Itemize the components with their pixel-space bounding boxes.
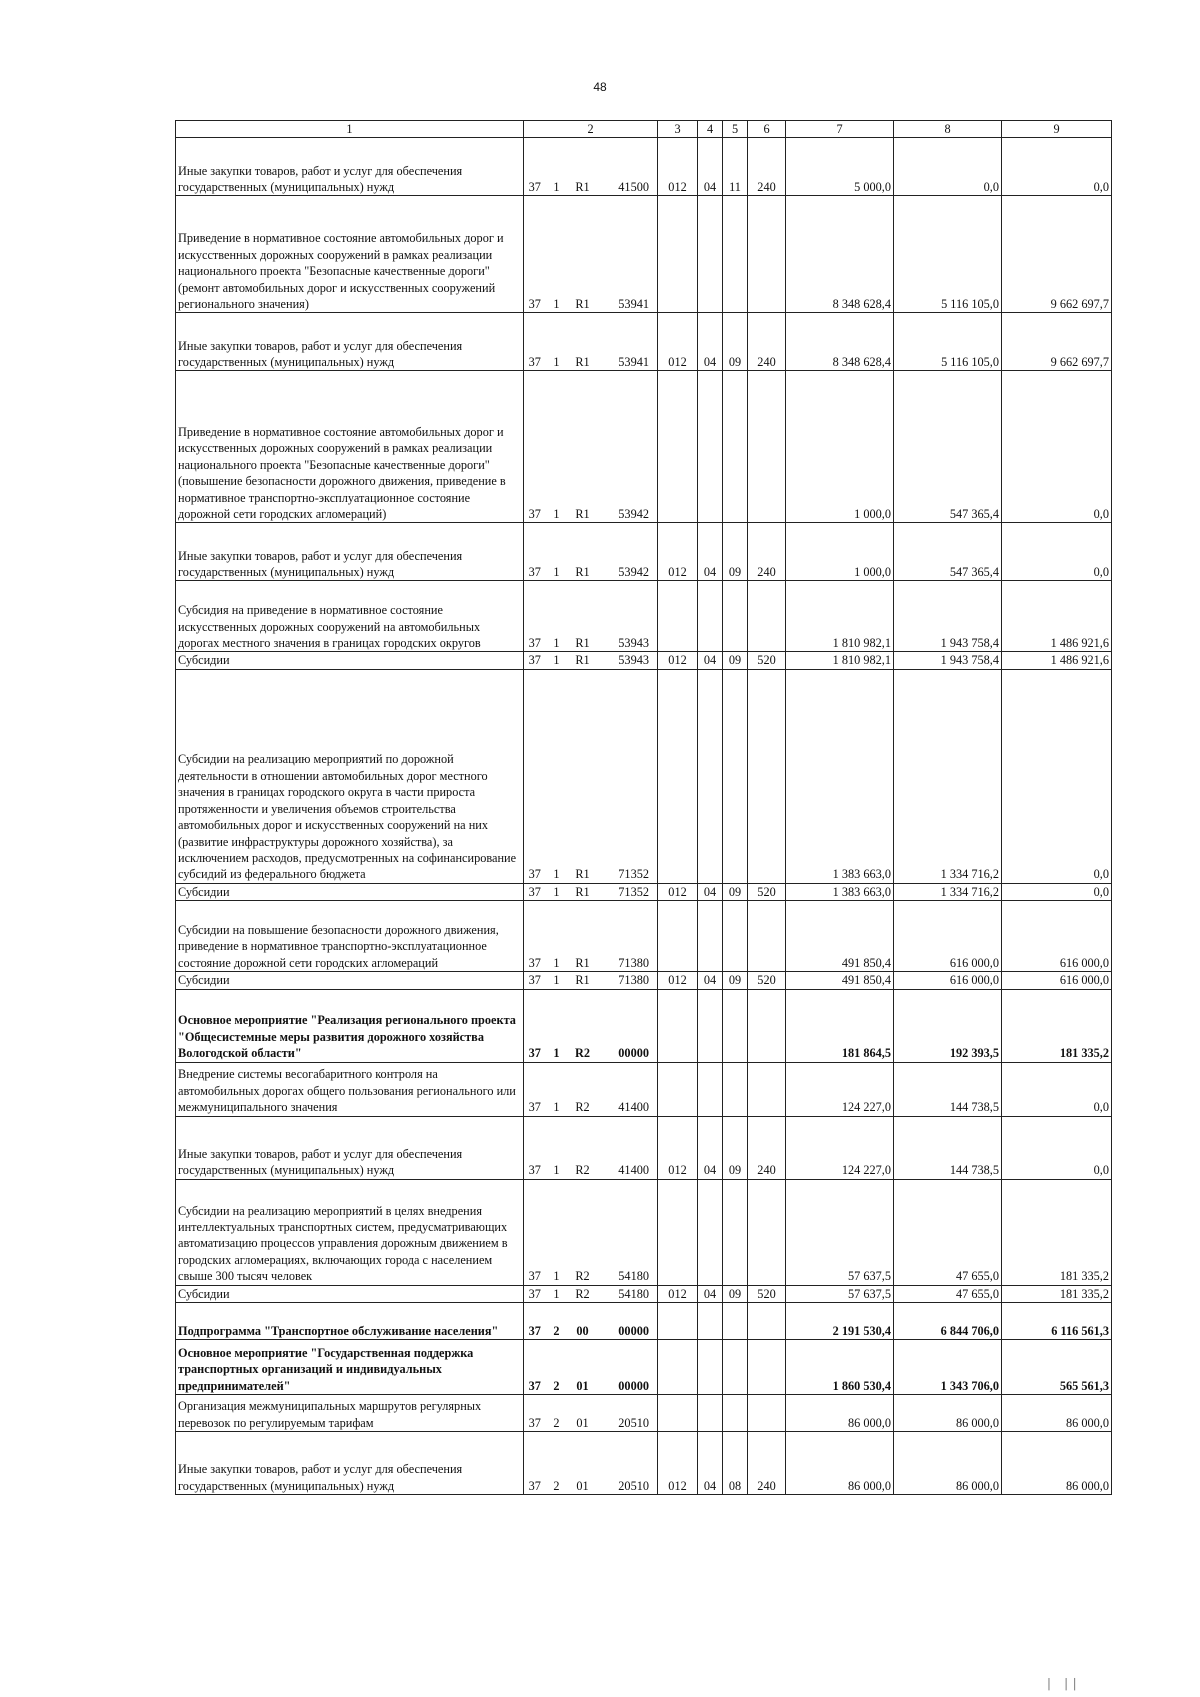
- amount-year-3: 0,0: [1002, 883, 1112, 900]
- table-row: [176, 1062, 1112, 1116]
- row-name: Субсидии: [176, 1285, 524, 1302]
- amount-year-3: 616 000,0: [1002, 901, 1112, 972]
- code-subprogram: 1: [546, 1062, 568, 1116]
- row-name: Иные закупки товаров, работ и услуг для обеспечения государственных (муниципальных) нужд: [176, 138, 524, 196]
- code-direction: 00000: [598, 1303, 658, 1340]
- code-direction: 53941: [598, 313, 658, 371]
- amount-year-3: 0,0: [1002, 1062, 1112, 1116]
- code-event: 01: [568, 1395, 598, 1432]
- amount-year-2: 192 393,5: [894, 989, 1002, 1062]
- code-department: 012: [658, 313, 698, 371]
- code-direction: 00000: [598, 989, 658, 1062]
- amount-year-3: 1 486 921,6: [1002, 652, 1112, 669]
- table-row: [176, 1340, 1112, 1395]
- amount-year-2: 1 943 758,4: [894, 581, 1002, 652]
- amount-year-1: 181 864,5: [786, 989, 894, 1062]
- amount-year-1: 1 000,0: [786, 371, 894, 523]
- amount-year-2: 5 116 105,0: [894, 313, 1002, 371]
- code-event: R2: [568, 1285, 598, 1302]
- scan-mark: │ ││: [1045, 1679, 1080, 1691]
- code-direction: 53942: [598, 523, 658, 581]
- code-event: R2: [568, 1179, 598, 1285]
- amount-year-1: 124 227,0: [786, 1062, 894, 1116]
- code-event: R1: [568, 371, 598, 523]
- amount-year-1: 5 000,0: [786, 138, 894, 196]
- amount-year-3: 0,0: [1002, 138, 1112, 196]
- code-subsection: [723, 196, 748, 313]
- amount-year-2: 47 655,0: [894, 1285, 1002, 1302]
- row-name: Иные закупки товаров, работ и услуг для обеспечения государственных (муниципальных) нужд: [176, 1432, 524, 1495]
- amount-year-2: 616 000,0: [894, 901, 1002, 972]
- code-program: 37: [524, 313, 546, 371]
- code-section: [698, 1179, 723, 1285]
- table-row: [176, 1432, 1112, 1495]
- code-program: 37: [524, 1303, 546, 1340]
- code-department: 012: [658, 1432, 698, 1495]
- table-row: [176, 901, 1112, 972]
- code-expense-type: 240: [748, 313, 786, 371]
- table-row: [176, 1395, 1112, 1432]
- code-subprogram: 1: [546, 196, 568, 313]
- code-section: 04: [698, 1116, 723, 1179]
- code-section: 04: [698, 972, 723, 989]
- row-name: Иные закупки товаров, работ и услуг для обеспечения государственных (муниципальных) нужд: [176, 523, 524, 581]
- amount-year-3: 86 000,0: [1002, 1395, 1112, 1432]
- table-row: [176, 652, 1112, 669]
- code-subsection: [723, 901, 748, 972]
- header-col-8: 8: [894, 121, 1002, 138]
- code-program: 37: [524, 138, 546, 196]
- amount-year-3: 86 000,0: [1002, 1432, 1112, 1495]
- code-subprogram: 1: [546, 1179, 568, 1285]
- code-subsection: 09: [723, 523, 748, 581]
- code-department: [658, 1179, 698, 1285]
- code-expense-type: 520: [748, 883, 786, 900]
- amount-year-2: 1 334 716,2: [894, 883, 1002, 900]
- row-name: Субсидия на приведение в нормативное состояние искусственных дорожных сооружений на автомобильных дорогах местного значения в границах городских округов: [176, 581, 524, 652]
- code-event: R2: [568, 1062, 598, 1116]
- table-row: [176, 972, 1112, 989]
- code-expense-type: [748, 989, 786, 1062]
- amount-year-1: 124 227,0: [786, 1116, 894, 1179]
- code-section: [698, 901, 723, 972]
- code-subprogram: 2: [546, 1340, 568, 1395]
- code-program: 37: [524, 883, 546, 900]
- code-direction: 41400: [598, 1116, 658, 1179]
- budget-table: [175, 120, 1112, 1495]
- code-section: [698, 196, 723, 313]
- code-program: 37: [524, 581, 546, 652]
- row-name: Внедрение системы весогабаритного контроля на автомобильных дорогах общего пользования регионального или межмуниципального значения: [176, 1062, 524, 1116]
- code-subsection: 08: [723, 1432, 748, 1495]
- amount-year-1: 86 000,0: [786, 1395, 894, 1432]
- code-direction: 53943: [598, 581, 658, 652]
- amount-year-3: 9 662 697,7: [1002, 196, 1112, 313]
- code-section: [698, 989, 723, 1062]
- code-program: 37: [524, 1340, 546, 1395]
- code-subprogram: 2: [546, 1303, 568, 1340]
- code-section: [698, 1395, 723, 1432]
- code-event: R1: [568, 652, 598, 669]
- code-subsection: 09: [723, 883, 748, 900]
- code-subsection: 09: [723, 1116, 748, 1179]
- code-program: 37: [524, 989, 546, 1062]
- table-row: [176, 196, 1112, 313]
- code-event: 01: [568, 1340, 598, 1395]
- amount-year-3: 0,0: [1002, 1116, 1112, 1179]
- row-name: Субсидии на повышение безопасности дорожного движения, приведение в нормативное транспортно-эксплуатационное состояние дорожной сети городских агломераций: [176, 901, 524, 972]
- code-department: [658, 1062, 698, 1116]
- amount-year-2: 616 000,0: [894, 972, 1002, 989]
- code-event: R1: [568, 901, 598, 972]
- code-subsection: [723, 581, 748, 652]
- code-subprogram: 1: [546, 1116, 568, 1179]
- table-row: [176, 1179, 1112, 1285]
- code-subsection: [723, 1395, 748, 1432]
- amount-year-3: 1 486 921,6: [1002, 581, 1112, 652]
- code-subprogram: 1: [546, 972, 568, 989]
- amount-year-3: 616 000,0: [1002, 972, 1112, 989]
- code-event: 01: [568, 1432, 598, 1495]
- amount-year-2: 547 365,4: [894, 523, 1002, 581]
- amount-year-3: 181 335,2: [1002, 989, 1112, 1062]
- code-expense-type: 520: [748, 652, 786, 669]
- code-subsection: [723, 1340, 748, 1395]
- code-expense-type: 240: [748, 138, 786, 196]
- amount-year-1: 1 810 982,1: [786, 581, 894, 652]
- code-direction: 00000: [598, 1340, 658, 1395]
- code-department: 012: [658, 138, 698, 196]
- code-subsection: [723, 371, 748, 523]
- code-event: R1: [568, 883, 598, 900]
- code-subsection: [723, 1179, 748, 1285]
- amount-year-2: 144 738,5: [894, 1116, 1002, 1179]
- header-row: [176, 121, 1112, 138]
- code-direction: 53943: [598, 652, 658, 669]
- code-department: [658, 371, 698, 523]
- code-department: [658, 1340, 698, 1395]
- table-row: [176, 1116, 1112, 1179]
- header-col-5: 5: [723, 121, 748, 138]
- code-expense-type: [748, 581, 786, 652]
- header-col-2: 2: [524, 121, 658, 138]
- code-event: R2: [568, 1116, 598, 1179]
- code-expense-type: [748, 196, 786, 313]
- table-body: [176, 138, 1112, 1495]
- amount-year-1: 8 348 628,4: [786, 196, 894, 313]
- amount-year-1: 1 383 663,0: [786, 669, 894, 883]
- amount-year-2: 144 738,5: [894, 1062, 1002, 1116]
- code-subprogram: 1: [546, 523, 568, 581]
- row-name: Основное мероприятие "Государственная поддержка транспортных организаций и индивидуальных предпринимателей": [176, 1340, 524, 1395]
- code-event: R2: [568, 989, 598, 1062]
- row-name: Субсидии: [176, 652, 524, 669]
- code-subprogram: 2: [546, 1395, 568, 1432]
- code-section: [698, 1340, 723, 1395]
- code-department: 012: [658, 1116, 698, 1179]
- code-subprogram: 1: [546, 652, 568, 669]
- code-event: R1: [568, 581, 598, 652]
- row-name: Приведение в нормативное состояние автомобильных дорог и искусственных дорожных сооружений в рамках реализации национального проекта "Безопасные качественные дороги" (ремонт автомобильных дорог и искусственных сооружений регионального значения): [176, 196, 524, 313]
- code-subprogram: 1: [546, 669, 568, 883]
- header-col-1: 1: [176, 121, 524, 138]
- code-expense-type: [748, 1062, 786, 1116]
- amount-year-3: 0,0: [1002, 523, 1112, 581]
- amount-year-1: 491 850,4: [786, 901, 894, 972]
- code-section: 04: [698, 1285, 723, 1302]
- code-subprogram: 1: [546, 901, 568, 972]
- row-name: Субсидии: [176, 972, 524, 989]
- code-program: 37: [524, 523, 546, 581]
- code-subprogram: 2: [546, 1432, 568, 1495]
- amount-year-1: 86 000,0: [786, 1432, 894, 1495]
- code-direction: 54180: [598, 1285, 658, 1302]
- code-event: R1: [568, 196, 598, 313]
- code-program: 37: [524, 1179, 546, 1285]
- code-subsection: 11: [723, 138, 748, 196]
- code-direction: 41400: [598, 1062, 658, 1116]
- amount-year-3: 181 335,2: [1002, 1285, 1112, 1302]
- code-program: 37: [524, 1062, 546, 1116]
- code-expense-type: 520: [748, 1285, 786, 1302]
- code-department: 012: [658, 1285, 698, 1302]
- code-expense-type: [748, 1340, 786, 1395]
- amount-year-3: 9 662 697,7: [1002, 313, 1112, 371]
- table-row: [176, 1303, 1112, 1340]
- amount-year-2: 1 343 706,0: [894, 1340, 1002, 1395]
- code-subprogram: 1: [546, 581, 568, 652]
- header-col-4: 4: [698, 121, 723, 138]
- code-subsection: 09: [723, 313, 748, 371]
- code-subsection: [723, 989, 748, 1062]
- header-col-9: 9: [1002, 121, 1112, 138]
- table-row: [176, 989, 1112, 1062]
- header-col-7: 7: [786, 121, 894, 138]
- amount-year-2: 547 365,4: [894, 371, 1002, 523]
- table-row: [176, 138, 1112, 196]
- row-name: Иные закупки товаров, работ и услуг для обеспечения государственных (муниципальных) нужд: [176, 1116, 524, 1179]
- amount-year-1: 57 637,5: [786, 1179, 894, 1285]
- amount-year-1: 1 810 982,1: [786, 652, 894, 669]
- code-section: [698, 371, 723, 523]
- code-program: 37: [524, 669, 546, 883]
- code-department: [658, 1395, 698, 1432]
- code-department: [658, 1303, 698, 1340]
- amount-year-1: 2 191 530,4: [786, 1303, 894, 1340]
- code-event: R1: [568, 523, 598, 581]
- row-name: Приведение в нормативное состояние автомобильных дорог и искусственных дорожных сооружений в рамках реализации национального проекта "Безопасные качественные дороги" (повышение безопасности дорожного движения, приведение в нормативное транспортно-эксплуатационное состояние дорожной сети городских агломераций): [176, 371, 524, 523]
- code-subprogram: 1: [546, 138, 568, 196]
- code-expense-type: [748, 669, 786, 883]
- code-event: R1: [568, 972, 598, 989]
- code-expense-type: [748, 1303, 786, 1340]
- code-program: 37: [524, 652, 546, 669]
- code-expense-type: [748, 1179, 786, 1285]
- code-subprogram: 1: [546, 989, 568, 1062]
- code-expense-type: 240: [748, 1432, 786, 1495]
- amount-year-2: 1 943 758,4: [894, 652, 1002, 669]
- amount-year-2: 6 844 706,0: [894, 1303, 1002, 1340]
- code-direction: 54180: [598, 1179, 658, 1285]
- code-department: [658, 669, 698, 883]
- header-col-3: 3: [658, 121, 698, 138]
- code-department: [658, 989, 698, 1062]
- code-department: 012: [658, 652, 698, 669]
- amount-year-3: 0,0: [1002, 669, 1112, 883]
- code-direction: 41500: [598, 138, 658, 196]
- table-row: [176, 883, 1112, 900]
- code-expense-type: [748, 371, 786, 523]
- amount-year-2: 86 000,0: [894, 1432, 1002, 1495]
- code-direction: 71380: [598, 972, 658, 989]
- amount-year-3: 6 116 561,3: [1002, 1303, 1112, 1340]
- amount-year-3: 565 561,3: [1002, 1340, 1112, 1395]
- code-department: [658, 901, 698, 972]
- code-program: 37: [524, 1395, 546, 1432]
- code-expense-type: [748, 901, 786, 972]
- code-subsection: [723, 1303, 748, 1340]
- code-department: 012: [658, 972, 698, 989]
- code-section: 04: [698, 138, 723, 196]
- row-name: Основное мероприятие "Реализация регионального проекта "Общесистемные меры развития дорожного хозяйства Вологодской области": [176, 989, 524, 1062]
- code-section: 04: [698, 523, 723, 581]
- code-section: 04: [698, 883, 723, 900]
- code-subprogram: 1: [546, 883, 568, 900]
- code-program: 37: [524, 901, 546, 972]
- code-subprogram: 1: [546, 1285, 568, 1302]
- row-name: Субсидии: [176, 883, 524, 900]
- code-section: 04: [698, 652, 723, 669]
- code-expense-type: 240: [748, 523, 786, 581]
- code-direction: 53942: [598, 371, 658, 523]
- code-section: [698, 1303, 723, 1340]
- code-subsection: 09: [723, 972, 748, 989]
- amount-year-1: 57 637,5: [786, 1285, 894, 1302]
- code-expense-type: [748, 1395, 786, 1432]
- table-row: [176, 581, 1112, 652]
- code-program: 37: [524, 371, 546, 523]
- row-name: Субсидии на реализацию мероприятий в целях внедрения интеллектуальных транспортных систем, предусматривающих автоматизацию процессов управления дорожным движением в городских агломерациях, включающих города с населением свыше 300 тысяч человек: [176, 1179, 524, 1285]
- code-program: 37: [524, 972, 546, 989]
- code-section: [698, 581, 723, 652]
- code-section: 04: [698, 1432, 723, 1495]
- amount-year-3: 181 335,2: [1002, 1179, 1112, 1285]
- amount-year-1: 8 348 628,4: [786, 313, 894, 371]
- code-department: 012: [658, 523, 698, 581]
- code-expense-type: 240: [748, 1116, 786, 1179]
- code-subsection: 09: [723, 1285, 748, 1302]
- code-expense-type: 520: [748, 972, 786, 989]
- row-name: Иные закупки товаров, работ и услуг для обеспечения государственных (муниципальных) нужд: [176, 313, 524, 371]
- code-program: 37: [524, 1116, 546, 1179]
- table-row: [176, 371, 1112, 523]
- amount-year-2: 47 655,0: [894, 1179, 1002, 1285]
- code-subsection: [723, 669, 748, 883]
- code-program: 37: [524, 1285, 546, 1302]
- amount-year-1: 1 860 530,4: [786, 1340, 894, 1395]
- table-row: [176, 669, 1112, 883]
- amount-year-1: 491 850,4: [786, 972, 894, 989]
- amount-year-2: 86 000,0: [894, 1395, 1002, 1432]
- code-section: [698, 669, 723, 883]
- amount-year-1: 1 000,0: [786, 523, 894, 581]
- amount-year-2: 5 116 105,0: [894, 196, 1002, 313]
- code-department: [658, 581, 698, 652]
- code-direction: 71380: [598, 901, 658, 972]
- header-col-6: 6: [748, 121, 786, 138]
- table-row: [176, 1285, 1112, 1302]
- code-direction: 20510: [598, 1432, 658, 1495]
- code-program: 37: [524, 196, 546, 313]
- code-department: 012: [658, 883, 698, 900]
- amount-year-2: 0,0: [894, 138, 1002, 196]
- code-subsection: 09: [723, 652, 748, 669]
- code-event: R1: [568, 669, 598, 883]
- code-section: 04: [698, 313, 723, 371]
- row-name: Субсидии на реализацию мероприятий по дорожной деятельности в отношении автомобильных дорог местного значения в границах городского округа в части прироста протяженности и увеличения объемов строительства автомобильных дорог и искусственных сооружений на них (развитие инфраструктуры дорожного хозяйства), за исключением расходов, предусмотренных на софинансирование субсидий из федерального бюджета: [176, 669, 524, 883]
- code-event: 00: [568, 1303, 598, 1340]
- table-row: [176, 523, 1112, 581]
- row-name: Подпрограмма "Транспортное обслуживание населения": [176, 1303, 524, 1340]
- amount-year-1: 1 383 663,0: [786, 883, 894, 900]
- code-direction: 53941: [598, 196, 658, 313]
- amount-year-3: 0,0: [1002, 371, 1112, 523]
- table-row: [176, 313, 1112, 371]
- code-event: R1: [568, 313, 598, 371]
- row-name: Организация межмуниципальных маршрутов регулярных перевозок по регулируемым тарифам: [176, 1395, 524, 1432]
- code-subprogram: 1: [546, 313, 568, 371]
- code-direction: 71352: [598, 669, 658, 883]
- code-subprogram: 1: [546, 371, 568, 523]
- code-section: [698, 1062, 723, 1116]
- code-department: [658, 196, 698, 313]
- page-number: 48: [593, 80, 607, 94]
- code-program: 37: [524, 1432, 546, 1495]
- amount-year-2: 1 334 716,2: [894, 669, 1002, 883]
- code-direction: 20510: [598, 1395, 658, 1432]
- code-event: R1: [568, 138, 598, 196]
- code-direction: 71352: [598, 883, 658, 900]
- code-subsection: [723, 1062, 748, 1116]
